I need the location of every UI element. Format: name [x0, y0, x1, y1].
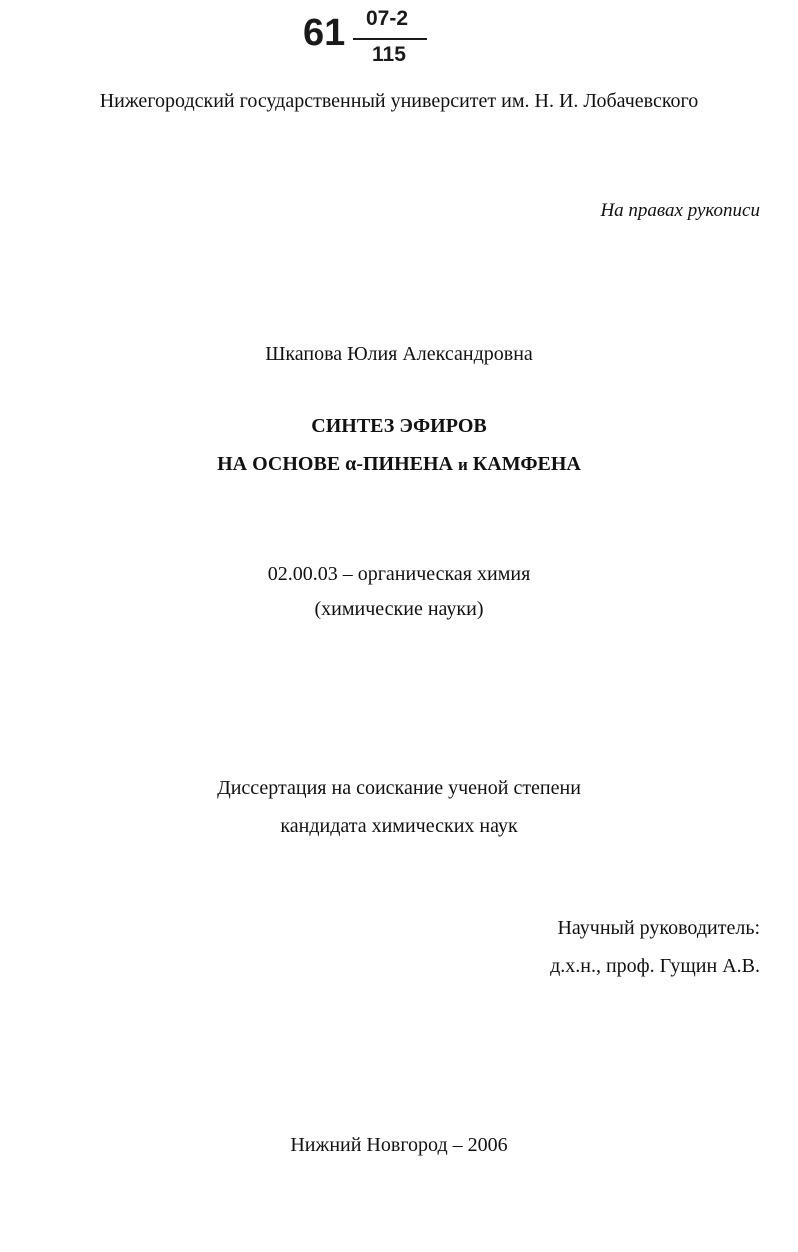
- title-line2-part2: КАМФЕНА: [467, 453, 581, 475]
- stamp-fraction-bar: [353, 38, 427, 40]
- dissertation-title-line1: СИНТЕЗ ЭФИРОВ: [311, 415, 487, 437]
- stamp-denominator: 115: [372, 43, 406, 66]
- science-field: (химические науки): [314, 598, 484, 620]
- stamp-numerator: 07-2: [366, 7, 409, 30]
- rights-note: На правах рукописи: [600, 200, 760, 221]
- advisor-name: д.х.н., проф. Гущин А.В.: [550, 955, 760, 977]
- title-line2-part1: НА ОСНОВЕ α-ПИНЕНА: [217, 453, 458, 475]
- place-and-year: Нижний Новгород – 2006: [290, 1134, 508, 1156]
- author-name: Шкапова Юлия Александровна: [265, 343, 533, 365]
- dissertation-title-line2: [0, 453, 798, 476]
- degree-line2: кандидата химических наук: [280, 815, 518, 837]
- advisor-label: Научный руководитель:: [557, 917, 760, 939]
- degree-line1: Диссертация на соискание ученой степени: [217, 777, 581, 799]
- university-name: Нижегородский государственный университет им. Н. И. Лобачевского: [99, 90, 699, 112]
- stamp-number: 61: [303, 12, 346, 54]
- specialty-code: 02.00.03 – органическая химия: [267, 563, 531, 585]
- title-line2-conjunction: и: [458, 455, 468, 474]
